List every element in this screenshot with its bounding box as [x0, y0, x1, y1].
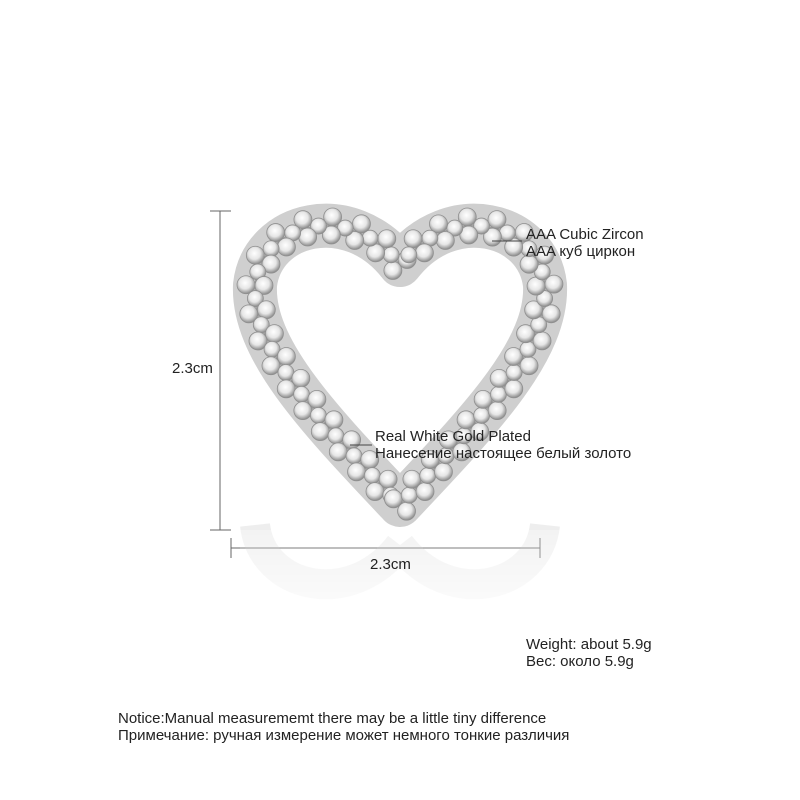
zircon-stone	[263, 241, 279, 257]
zircon-stone	[262, 357, 280, 375]
zircon-stone	[246, 246, 264, 264]
zircon-stone	[398, 502, 416, 520]
weight-info	[526, 636, 652, 670]
stone-callout-line2: AAA куб циркон	[526, 243, 636, 260]
notice-line1: Notice:Manual measurememt there may be a little tiny difference	[118, 710, 547, 727]
zircon-stone	[364, 468, 380, 484]
notice-line2: Примечание: ручная измерение может немного тонкие различия	[118, 727, 570, 744]
height-label: 2.3cm	[172, 360, 213, 377]
zircon-stone	[329, 443, 347, 461]
zircon-stone	[346, 448, 362, 464]
zircon-stone	[488, 402, 506, 420]
stone-callout	[526, 226, 644, 260]
zircon-stone	[488, 211, 506, 229]
zircon-stone	[490, 386, 506, 402]
weight-line2: Вес: около 5.9g	[526, 653, 634, 670]
width-label: 2.3cm	[370, 556, 411, 573]
zircon-stone	[299, 228, 317, 246]
zircon-stone	[436, 231, 454, 249]
heart-brooch-icon	[237, 208, 563, 520]
stone-callout-line1: AAA Cubic Zircon	[526, 226, 644, 243]
zircon-stone	[378, 230, 396, 248]
weight-line1: Weight: about 5.9g	[526, 636, 652, 653]
zircon-stone	[520, 357, 538, 375]
height-dimension-line	[210, 211, 231, 530]
zircon-stone	[401, 247, 417, 263]
zircon-stone	[310, 407, 326, 423]
plating-callout	[375, 428, 631, 462]
zircon-stone	[294, 402, 312, 420]
zircon-stone	[383, 247, 399, 263]
notice	[118, 710, 569, 744]
zircon-stone	[401, 487, 417, 503]
zircon-stone	[533, 332, 551, 350]
zircon-stone	[328, 428, 344, 444]
zircon-stone	[267, 224, 285, 242]
zircon-stone	[420, 468, 436, 484]
zircon-stone	[404, 230, 422, 248]
plating-callout-line1: Real White Gold Plated	[375, 428, 531, 445]
zircon-stone	[505, 380, 523, 398]
zircon-stone	[277, 347, 295, 365]
zircon-stone	[294, 386, 310, 402]
zircon-stone	[265, 325, 283, 343]
zircon-stone	[416, 483, 434, 501]
zircon-stone	[257, 301, 275, 319]
reflection-icon	[240, 525, 560, 640]
zircon-stone	[277, 380, 295, 398]
plating-callout-line2: Нанесение настоящее белый золото	[375, 445, 632, 462]
zircon-stone	[474, 407, 490, 423]
zircon-stone	[542, 305, 560, 323]
zircon-stone	[434, 463, 452, 481]
zircon-stone	[348, 463, 366, 481]
zircon-stone	[352, 215, 370, 233]
zircon-stone	[366, 483, 384, 501]
zircon-stone	[311, 423, 329, 441]
